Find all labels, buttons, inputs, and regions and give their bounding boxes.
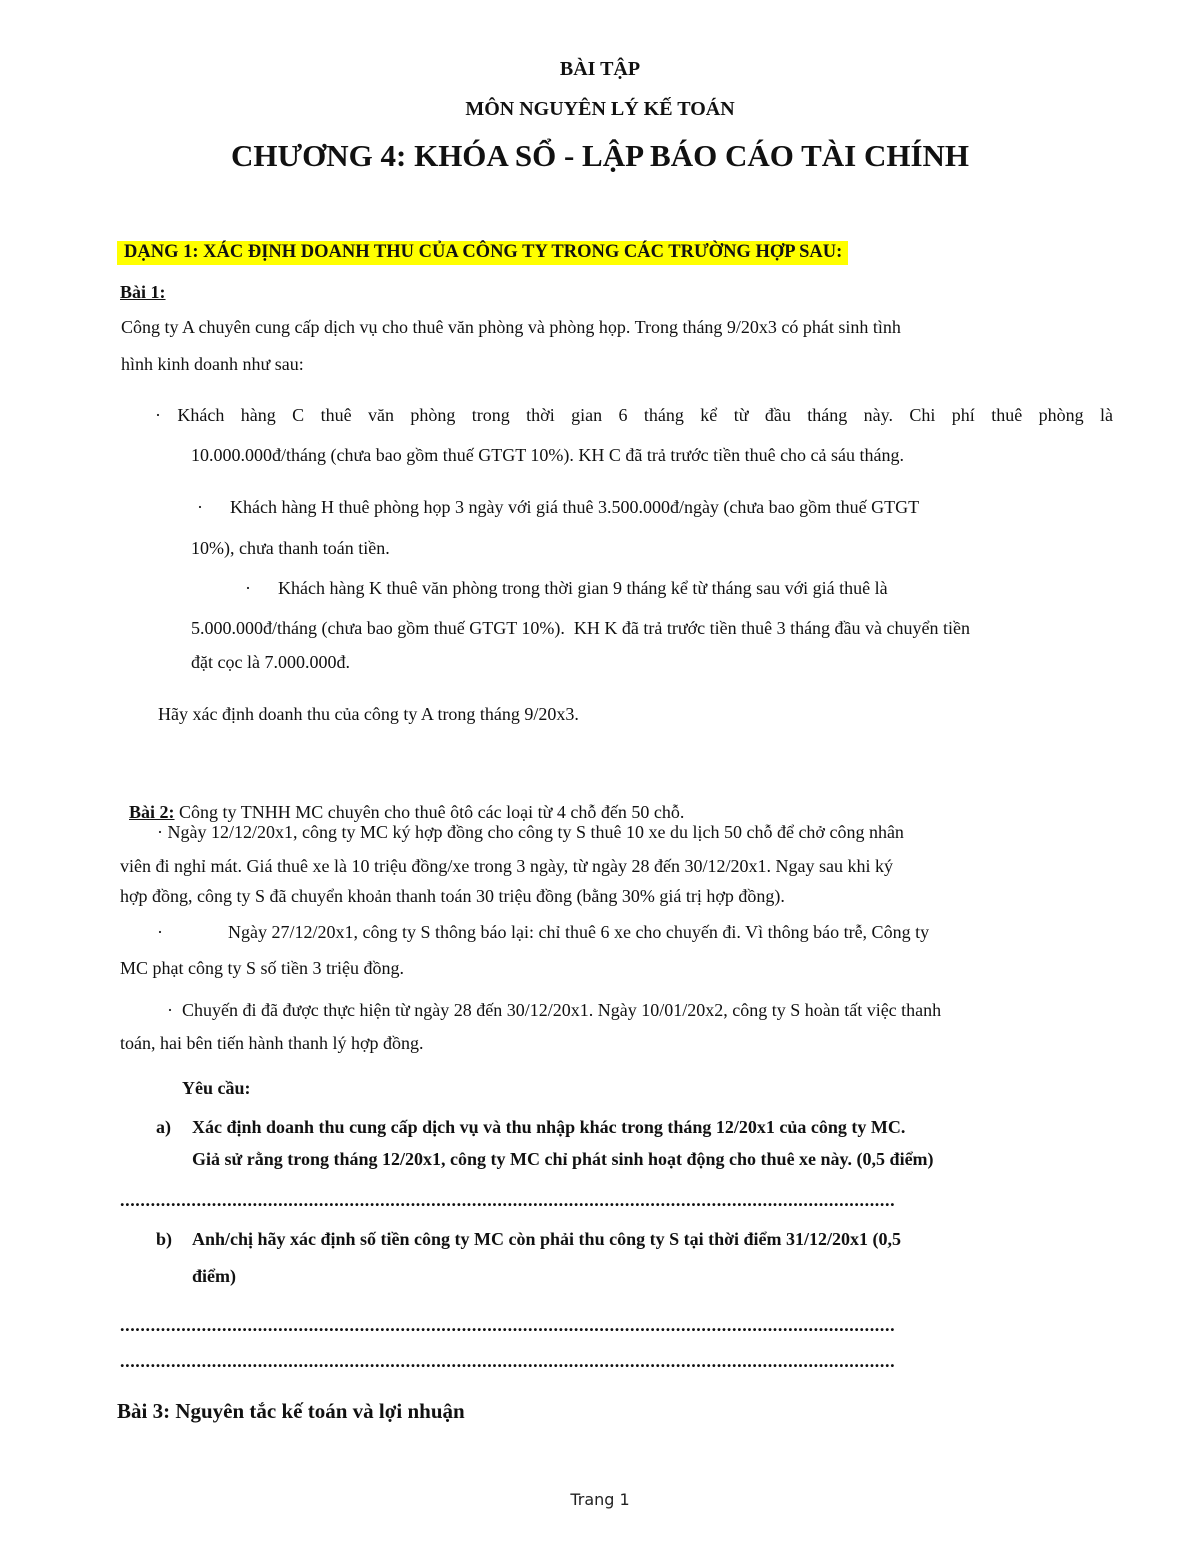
exercise-1-bullet-3-line2: 5.000.000đ/tháng (chưa bao gồm thuế GTGT 10%). KH K đã trả trước tiền thuê 3 tháng đầu và chuyển tiền <box>191 618 971 638</box>
exercise-1-bullet-1-line1: · Khách hàng C thuê văn phòng trong thời gian 6 tháng kể từ đầu tháng này. Chi phí thuê phòng là <box>155 405 1113 425</box>
question-a-line1: Xác định doanh thu cung cấp dịch vụ và thu nhập khác trong tháng 12/20x1 của công ty MC. <box>192 1117 906 1137</box>
exercise-2-para-1-line1: · Ngày 12/12/20x1, công ty MC ký hợp đồng cho công ty S thuê 10 xe du lịch 50 chỗ để chở công nhân <box>157 822 904 842</box>
question-a-label: a) <box>156 1117 171 1137</box>
exercise-1-bullet-3-line1: · Khách hàng K thuê văn phòng trong thời gian 9 tháng kể từ tháng sau với giá thuê là <box>245 578 888 598</box>
exercise-1-intro-line2: hình kinh doanh như sau: <box>121 354 304 374</box>
exercise-2-para-3-line1: · Chuyến đi đã được thực hiện từ ngày 28 đến 30/12/20x1. Ngày 10/01/20x2, công ty S hoàn tất việc thanh <box>167 1000 942 1020</box>
exercise-2-para-2-line2: MC phạt công ty S số tiền 3 triệu đồng. <box>120 958 404 978</box>
exercise-2-para-1-line2: viên đi nghỉ mát. Giá thuê xe là 10 triệu đồng/xe trong 3 ngày, từ ngày 28 đến 30/12/20x1. Ngay sau khi ký <box>120 856 893 876</box>
exercise-2-intro: Công ty TNHH MC chuyên cho thuê ôtô các loại từ 4 chỗ đến 50 chỗ. <box>174 802 685 822</box>
question-b-label: b) <box>156 1229 173 1249</box>
exercise-1-bullet-2-line1: · Khách hàng H thuê phòng họp 3 ngày với giá thuê 3.500.000đ/ngày (chưa bao gồm thuế GTGT <box>197 497 920 517</box>
page-number: Trang 1 <box>570 1490 630 1509</box>
exercise-2-para-3-line2: toán, hai bên tiến hành thanh lý hợp đồng. <box>120 1033 424 1053</box>
exercise-1-bullet-3-line3: đặt cọc là 7.000.000đ. <box>191 652 350 672</box>
answer-line-3: ........................................................................................................................................................ <box>120 1351 896 1371</box>
answer-line-2: ........................................................................................................................................................ <box>120 1315 896 1335</box>
exercise-2-requirements-label: Yêu cầu: <box>182 1078 251 1098</box>
question-b-line1: Anh/chị hãy xác định số tiền công ty MC còn phải thu công ty S tại thời điểm 31/12/20x1 (0,5 <box>192 1229 902 1249</box>
section-heading-dang1: DẠNG 1: XÁC ĐỊNH DOANH THU CỦA CÔNG TY TRONG CÁC TRƯỜNG HỢP SAU: <box>117 241 848 265</box>
header-subject: MÔN NGUYÊN LÝ KẾ TOÁN <box>465 98 735 120</box>
exercise-2-para-1-line3: hợp đồng, công ty S đã chuyển khoản thanh toán 30 triệu đồng (bằng 30% giá trị hợp đồng). <box>120 886 785 906</box>
exercise-1-title: Bài 1: <box>120 282 166 302</box>
chapter-title: CHƯƠNG 4: KHÓA SỔ - LẬP BÁO CÁO TÀI CHÍNH <box>230 138 970 173</box>
exercise-1-intro-line1: Công ty A chuyên cung cấp dịch vụ cho thuê văn phòng và phòng họp. Trong tháng 9/20x3 có phát sinh tình <box>121 317 901 337</box>
exercise-1-bullet-2-line2: 10%), chưa thanh toán tiền. <box>191 538 390 558</box>
exercise-2-para-2-line1: Ngày 27/12/20x1, công ty S thông báo lại: chỉ thuê 6 xe cho chuyến đi. Vì thông báo trễ, Công ty <box>228 922 930 942</box>
question-b-line2: điểm) <box>192 1266 236 1286</box>
exercise-3-title: Bài 3: Nguyên tắc kế toán và lợi nhuận <box>117 1399 465 1423</box>
exercise-2-para-2-bullet: · <box>157 922 163 942</box>
exercise-2-title: Bài 2: <box>129 802 175 822</box>
exercise-2-heading <box>120 781 684 823</box>
exercise-1-bullet-1-line2: 10.000.000đ/tháng (chưa bao gồm thuế GTGT 10%). KH C đã trả trước tiền thuê cho cả sáu tháng. <box>191 445 905 465</box>
exercise-1-question: Hãy xác định doanh thu của công ty A trong tháng 9/20x3. <box>158 704 579 724</box>
answer-line-1: ........................................................................................................................................................ <box>120 1190 896 1210</box>
question-a-line2: Giả sử rằng trong tháng 12/20x1, công ty MC chỉ phát sinh hoạt động cho thuê xe này. (0,5 điểm) <box>192 1149 934 1169</box>
header-title-baitap: BÀI TẬP <box>559 58 641 80</box>
